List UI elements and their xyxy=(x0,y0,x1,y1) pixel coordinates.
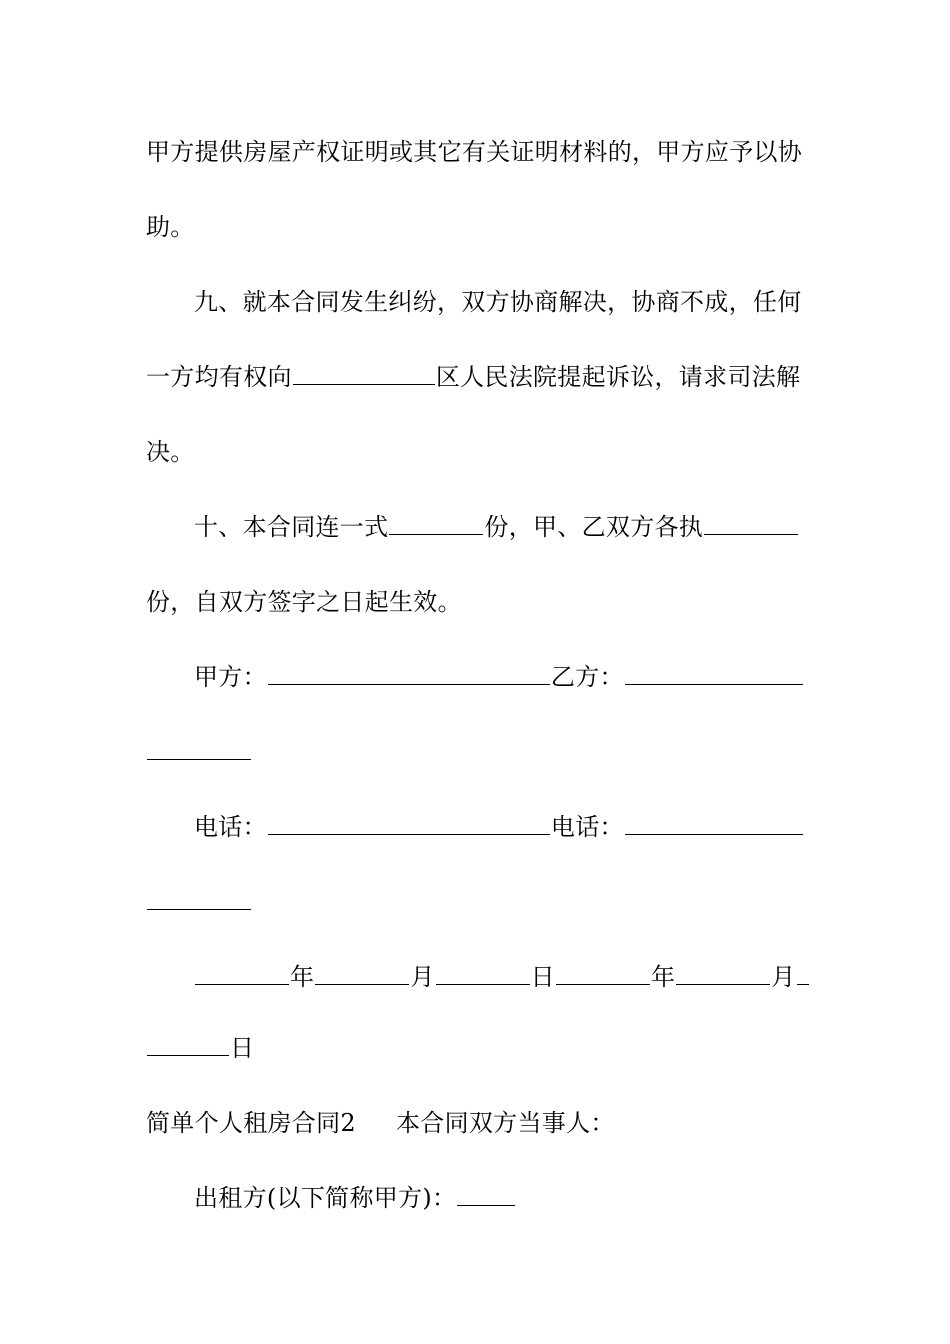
court-district-blank xyxy=(293,362,435,385)
lessor-line xyxy=(194,1183,516,1213)
date-line-continued xyxy=(146,1033,254,1063)
clause-ten-line-1 xyxy=(194,512,799,542)
clause-ten-mid: 份，甲、乙双方各执 xyxy=(484,513,704,541)
year-b-label: 年 xyxy=(650,963,676,991)
clause-ten-pre: 十、本合同连一式 xyxy=(194,513,389,541)
contract-parties-intro: 本合同双方当事人： xyxy=(395,1109,615,1137)
month-b-label: 月 xyxy=(771,963,796,991)
party-b-blank xyxy=(625,662,803,685)
signature-line-continued xyxy=(146,737,252,767)
clause-nine-pre: 一方均有权向 xyxy=(146,363,292,391)
party-a-blank xyxy=(268,662,550,685)
day-a-blank xyxy=(436,962,530,985)
clause-nine-line-2 xyxy=(146,362,800,392)
phone-b-blank xyxy=(625,812,803,835)
party-a-label: 甲方： xyxy=(194,663,267,691)
phone-b-blank-continued xyxy=(147,887,251,910)
phone-line-continued xyxy=(146,887,252,917)
clause-nine-post: 区人民法院提起诉讼，请求司法解 xyxy=(435,363,801,391)
signature-line xyxy=(194,662,804,692)
copies-total-blank xyxy=(389,512,483,535)
phone-a-blank xyxy=(268,812,550,835)
phone-a-label: 电话： xyxy=(194,813,267,841)
contract-title: 简单个人租房合同2 xyxy=(146,1109,356,1137)
day-b-blank xyxy=(797,962,809,985)
year-a-blank xyxy=(195,962,289,985)
month-a-blank xyxy=(315,962,409,985)
paragraph-line-1: 甲方提供房屋产权证明或其它有关证明材料的，甲方应予以协 xyxy=(146,138,803,166)
month-a-label: 月 xyxy=(410,963,435,991)
party-b-label: 乙方： xyxy=(550,663,624,691)
day-a-label: 日 xyxy=(530,963,555,991)
clause-nine-line-3: 决。 xyxy=(146,438,195,466)
lessor-label: 出租方(以下简称甲方)： xyxy=(194,1184,457,1212)
party-b-blank-continued xyxy=(147,737,251,760)
lessor-blank xyxy=(457,1183,515,1206)
clause-ten-line-2: 份，自双方签字之日起生效。 xyxy=(146,588,462,616)
phone-b-label: 电话： xyxy=(550,813,624,841)
date-line xyxy=(194,962,810,992)
year-a-label: 年 xyxy=(290,963,315,991)
contract-heading-line xyxy=(146,1108,615,1138)
year-b-blank xyxy=(556,962,650,985)
day-b-label: 日 xyxy=(230,1034,255,1062)
clause-nine-line-1: 九、就本合同发生纠纷，双方协商解决，协商不成，任何 xyxy=(194,288,802,316)
day-b-blank-continued xyxy=(147,1033,229,1056)
phone-line xyxy=(194,812,804,842)
month-b-blank xyxy=(676,962,770,985)
copies-each-blank xyxy=(704,512,798,535)
paragraph-line-2: 助。 xyxy=(146,213,195,241)
